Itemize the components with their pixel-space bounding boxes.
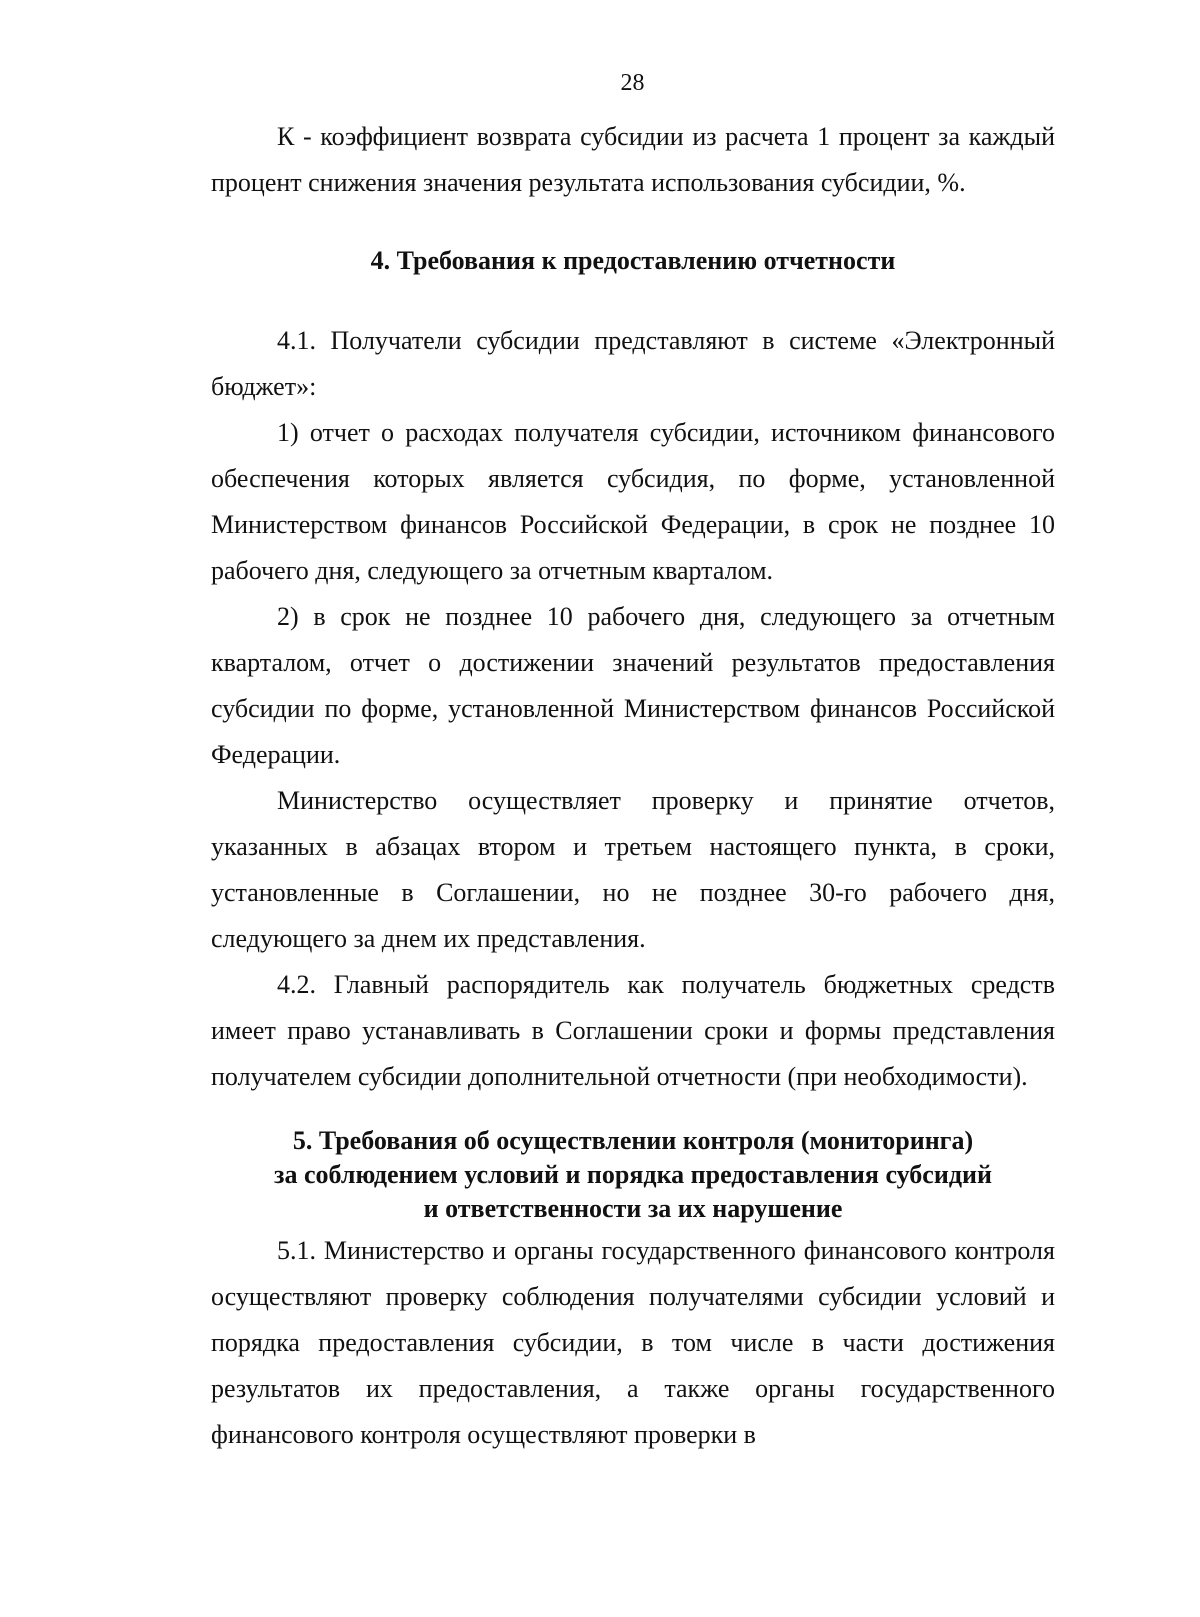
section-5-heading — [211, 1124, 1055, 1226]
paragraph-4-1: 4.1. Получатели субсидии представляют в системе «Электронный бюджет»: — [211, 326, 1055, 401]
paragraph-5-1: 5.1. Министерство и органы государственного финансового контроля осуществляют проверку соблюдения получателями субсидии условий и порядка предоставления субсидии, в том числе в части достижения результатов их предоставления, а также органы государственного финансового контроля осуществляют проверки в — [211, 1236, 1055, 1449]
page-number: 28 — [620, 70, 645, 96]
continuation-block — [211, 114, 1055, 206]
section-4-body — [211, 318, 1055, 1100]
section-4-heading: 4. Требования к предоставлению отчетности — [370, 246, 896, 275]
section-5-body — [211, 1228, 1055, 1458]
section-5-heading-line-1: 5. Требования об осуществлении контроля (мониторинга) — [292, 1126, 974, 1155]
section-5-heading-line-2: за соблюдением условий и порядка предоставления субсидий — [274, 1160, 992, 1189]
paragraph-item-1: 1) отчет о расходах получателя субсидии, источником финансового обеспечения которых является субсидия, по форме, установленной Министерством финансов Российской Федерации, в срок не позднее 10 рабочего дня, следующего за отчетным кварталом. — [211, 418, 1055, 585]
paragraph-ministry-check: Министерство осуществляет проверку и принятие отчетов, указанных в абзацах втором и третьем настоящего пункта, в сроки, установленные в Соглашении, но не позднее 30-го рабочего дня, следующего за днем их представления. — [211, 786, 1055, 953]
paragraph-item-2: 2) в срок не позднее 10 рабочего дня, следующего за отчетным кварталом, отчет о достижении значений результатов предоставления субсидии по форме, установленной Министерством финансов Российской Федерации. — [211, 602, 1055, 769]
section-5-heading-line-3: и ответственности за их нарушение — [423, 1194, 843, 1223]
coefficient-definition: К - коэффициент возврата субсидии из расчета 1 процент за каждый процент снижения значения результата использования субсидии, %. — [211, 122, 1055, 197]
paragraph-4-2: 4.2. Главный распорядитель как получатель бюджетных средств имеет право устанавливать в Соглашении сроки и формы представления получателем субсидии дополнительной отчетности (при необходимости). — [211, 970, 1055, 1091]
